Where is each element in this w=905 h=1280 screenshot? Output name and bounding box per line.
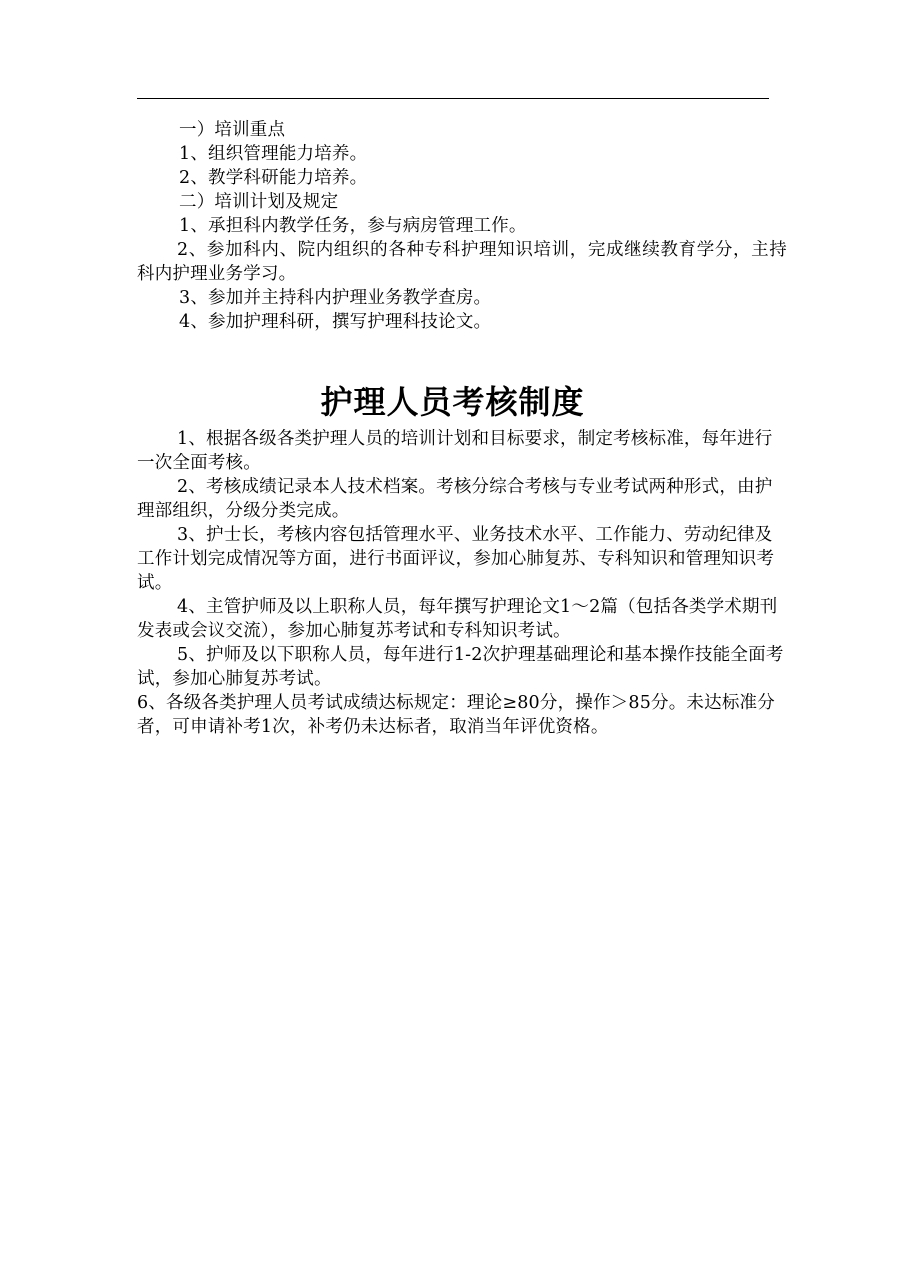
training-plan-item-4: 4、参加护理科研，撰写护理科技论文。	[179, 312, 492, 332]
rule-3: 3、护士长，考核内容包括管理水平、业务技术水平、工作能力、劳动纪律及工作计划完成情况等方面，进行书面评议，参加心肺复苏、专科知识和管理知识考试。	[137, 525, 775, 593]
rule-1: 1、根据各级各类护理人员的培训计划和目标要求，制定考核标准，每年进行一次全面考核。	[137, 429, 773, 473]
training-focus-item-1: 1、组织管理能力培养。	[179, 144, 368, 164]
header-rule	[137, 98, 769, 99]
assessment-rules	[137, 427, 787, 739]
training-focus-item-2: 2、教学科研能力培养。	[179, 168, 368, 188]
page-title: 护理人员考核制度	[320, 383, 585, 421]
training-focus-heading: 一）培训重点	[179, 120, 286, 140]
rule-6: 6、各级各类护理人员考试成绩达标规定：理论≥80分，操作＞85分。未达标准分者，可申请补考1次，补考仍未达标者，取消当年评优资格。	[137, 693, 775, 737]
training-plan-item-2: 2、参加科内、院内组织的各种专科护理知识培训，完成继续教育学分，主持科内护理业务学习。	[137, 240, 787, 284]
training-section	[137, 118, 787, 334]
training-plan-item-3: 3、参加并主持科内护理业务教学查房。	[179, 288, 492, 308]
training-plan-heading: 二）培训计划及规定	[179, 192, 339, 212]
rule-5: 5、护师及以下职称人员，每年进行1-2次护理基础理论和基本操作技能全面考试，参加心肺复苏考试。	[137, 645, 784, 689]
rule-2: 2、考核成绩记录本人技术档案。考核分综合考核与专业考试两种形式，由护理部组织，分级分类完成。	[137, 477, 773, 521]
training-plan-item-1: 1、承担科内教学任务，参与病房管理工作。	[179, 216, 527, 236]
rule-4: 4、主管护师及以上职称人员，每年撰写护理论文1～2篇（包括各类学术期刊发表或会议交流），参加心肺复苏考试和专科知识考试。	[137, 597, 778, 641]
